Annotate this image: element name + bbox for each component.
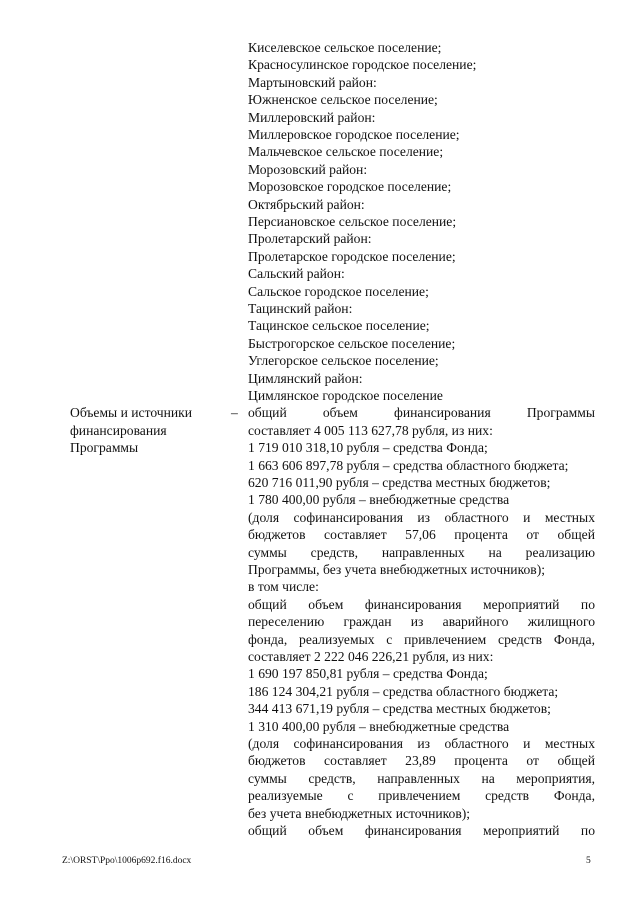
body-line: 1 663 606 897,78 рубля – средства областного бюджета; xyxy=(248,457,569,473)
list-item: Миллеровское городское поселение; xyxy=(248,127,460,142)
row-dash: – xyxy=(231,405,238,421)
body-line: бюджетов составляет 57,06 процента от общей xyxy=(248,527,595,543)
list-item: Тацинское сельское поселение; xyxy=(248,318,430,334)
body-line: 344 413 671,19 рубля – средства местных бюджетов; xyxy=(248,701,551,717)
body-line: общий объем финансирования Программы xyxy=(248,405,595,421)
body-line: (доля софинансирования из областного и местных xyxy=(248,509,595,525)
body-line: (доля софинансирования из областного и местных xyxy=(248,736,595,751)
page-number: 5 xyxy=(586,856,591,866)
list-item: Миллеровский район: xyxy=(248,109,376,125)
list-item: Тацинский район: xyxy=(248,301,353,316)
list-item: Южненское сельское поселение; xyxy=(248,92,438,108)
body-line: реализуемые с привлечением средств Фонда, xyxy=(248,788,595,804)
body-line: составляет 2 222 046 226,21 рубля, из них: xyxy=(248,649,494,664)
list-item: Пролетарское городское поселение; xyxy=(248,248,456,264)
body-line: общий объем финансирования мероприятий по xyxy=(248,823,595,838)
list-item: Киселевское сельское поселение; xyxy=(248,40,442,55)
list-item: Быстрогорское сельское поселение; xyxy=(248,335,456,351)
list-item: Сальское городское поселение; xyxy=(248,283,429,299)
body-line: общий объем финансирования мероприятий по xyxy=(248,596,595,612)
list-item: Пролетарский район: xyxy=(248,231,372,247)
body-line: 1 719 010 318,10 рубля – средства Фонда; xyxy=(248,440,488,456)
body-line: 620 716 011,90 рубля – средства местных бюджетов; xyxy=(248,475,551,490)
body-line: в том числе: xyxy=(248,579,319,595)
list-item: Морозовский район: xyxy=(248,161,368,177)
body-line: без учета внебюджетных источников); xyxy=(248,805,471,821)
body-line: 1 780 400,00 рубля – внебюджетные средства xyxy=(248,492,510,508)
body-line: суммы средств, направленных на реализацию xyxy=(248,544,595,560)
body-line: 1 310 400,00 рубля – внебюджетные средства xyxy=(248,718,510,734)
list-item: Цимлянский район: xyxy=(248,370,363,386)
footer-file-path: Z:\ORST\Ppo\1006p692.f16.docx xyxy=(62,856,192,866)
body-line: Программы, без учета внебюджетных источников); xyxy=(248,562,546,577)
row-label-line: Программы xyxy=(70,440,139,456)
body-line: составляет 4 005 113 627,78 рубля, из них: xyxy=(248,422,493,438)
body-line: переселению граждан из аварийного жилищного xyxy=(248,614,595,630)
body-line: суммы средств, направленных на мероприятия, xyxy=(248,770,595,786)
body-line: фонда, реализуемых с привлечением средств Фонда, xyxy=(248,631,595,647)
row-label-line: финансирования xyxy=(70,422,167,438)
list-item: Цимлянское городское поселение xyxy=(248,388,443,403)
list-item: Мальчевское сельское поселение; xyxy=(248,144,444,160)
list-item: Сальский район: xyxy=(248,266,345,282)
list-item: Красносулинское городское поселение; xyxy=(248,57,477,73)
row-label-line: Объемы и источники xyxy=(70,405,193,421)
body-line: 186 124 304,21 рубля – средства областного бюджета; xyxy=(248,683,559,699)
list-item: Мартыновский район: xyxy=(248,74,377,90)
list-item: Морозовское городское поселение; xyxy=(248,179,452,195)
body-line: бюджетов составляет 23,89 процента от общей xyxy=(248,753,595,769)
body-line: 1 690 197 850,81 рубля – средства Фонда; xyxy=(248,666,488,682)
list-item: Октябрьский район: xyxy=(248,196,365,212)
list-item: Углегорское сельское поселение; xyxy=(248,353,439,369)
list-item: Персиановское сельское поселение; xyxy=(248,214,457,229)
